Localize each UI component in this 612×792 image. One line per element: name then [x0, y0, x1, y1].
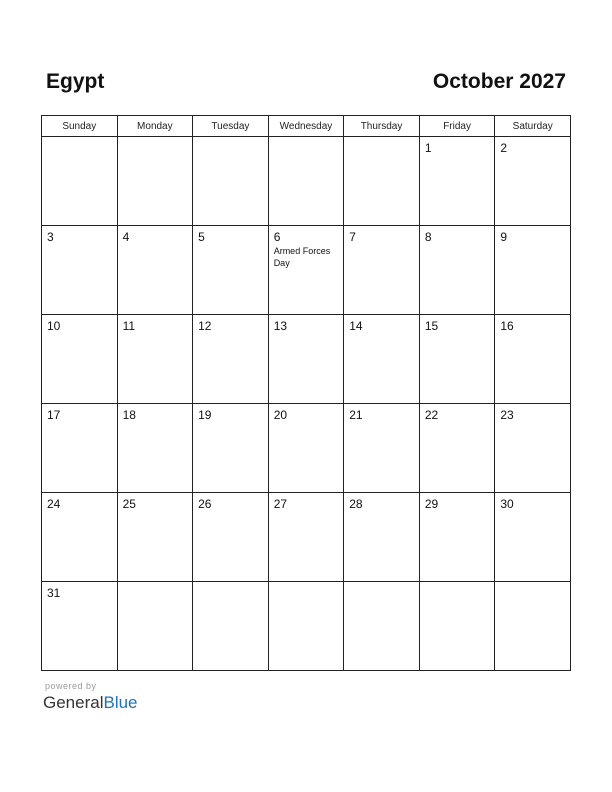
weekday-header: Tuesday	[193, 116, 269, 137]
day-number: 10	[47, 319, 61, 333]
week-row	[42, 315, 571, 404]
weekday-header: Thursday	[344, 116, 420, 137]
day-cell	[495, 137, 571, 226]
day-number: 6	[273, 230, 281, 244]
brand-general-text: General	[43, 693, 104, 712]
week-row	[42, 137, 571, 226]
day-number: 30	[500, 497, 514, 511]
weekday-header: Monday	[117, 116, 193, 137]
day-cell	[495, 315, 571, 404]
day-number	[193, 582, 268, 600]
calendar-grid	[41, 115, 571, 671]
day-cell	[193, 493, 269, 582]
day-cell	[42, 404, 118, 493]
brand-blue-text: Blue	[103, 693, 138, 712]
day-number: 16	[500, 319, 514, 333]
day-number: 5	[198, 230, 205, 244]
day-cell	[419, 493, 495, 582]
day-cell	[42, 493, 118, 582]
day-cell	[419, 582, 495, 671]
day-number: 29	[424, 497, 439, 511]
day-cell	[419, 315, 495, 404]
day-number	[420, 582, 495, 600]
day-cell	[495, 226, 571, 315]
weekday-header: Wednesday	[268, 116, 344, 137]
weekday-header: Sunday	[42, 116, 118, 137]
day-cell	[193, 137, 269, 226]
day-cell	[117, 137, 193, 226]
day-number	[269, 137, 344, 155]
day-number: 24	[47, 497, 61, 511]
day-number	[269, 582, 344, 600]
day-cell	[344, 404, 420, 493]
day-cell	[495, 493, 571, 582]
day-number: 21	[349, 408, 363, 422]
day-number: 12	[198, 319, 212, 333]
day-cell	[117, 493, 193, 582]
day-number: 18	[122, 408, 136, 422]
day-cell	[117, 582, 193, 671]
day-cell	[419, 404, 495, 493]
day-number	[42, 137, 117, 155]
day-cell	[268, 582, 344, 671]
day-cell	[268, 493, 344, 582]
day-cell	[495, 582, 571, 671]
day-number: 3	[47, 230, 54, 244]
day-cell	[344, 493, 420, 582]
day-cell	[117, 404, 193, 493]
day-number: 15	[424, 319, 439, 333]
day-number	[344, 137, 419, 155]
weekday-header-row	[42, 116, 571, 137]
week-row	[42, 404, 571, 493]
day-number: 2	[500, 141, 508, 155]
day-number	[118, 137, 193, 155]
day-number: 28	[349, 497, 363, 511]
day-cell	[42, 226, 118, 315]
brand-logo[interactable]	[43, 693, 138, 713]
day-cell	[268, 137, 344, 226]
weekday-header: Saturday	[495, 116, 571, 137]
day-cell	[193, 404, 269, 493]
day-number: 22	[424, 408, 439, 422]
day-number	[118, 582, 193, 600]
day-cell	[42, 315, 118, 404]
day-number: 31	[47, 586, 61, 600]
day-number	[344, 582, 419, 600]
day-cell	[117, 315, 193, 404]
day-number: 4	[122, 230, 130, 244]
week-row	[42, 582, 571, 671]
day-number: 26	[198, 497, 212, 511]
day-cell	[419, 137, 495, 226]
powered-by-text: powered by	[45, 681, 97, 691]
day-cell	[193, 582, 269, 671]
day-cell	[344, 137, 420, 226]
day-number: 11	[122, 319, 136, 333]
day-cell	[495, 404, 571, 493]
holiday-label: Armed Forces Day	[273, 246, 331, 268]
day-cell	[117, 226, 193, 315]
day-number: 8	[424, 230, 432, 244]
week-row	[42, 493, 571, 582]
day-number: 27	[273, 497, 288, 511]
day-cell	[268, 315, 344, 404]
day-number	[495, 582, 570, 600]
day-cell	[42, 582, 118, 671]
day-number: 20	[273, 408, 288, 422]
day-cell	[268, 404, 344, 493]
day-cell	[193, 315, 269, 404]
country-name: Egypt	[46, 70, 105, 93]
day-cell	[344, 226, 420, 315]
day-cell	[344, 315, 420, 404]
week-row	[42, 226, 571, 315]
day-number: 9	[500, 230, 508, 244]
month-title: October 2027	[432, 70, 566, 93]
day-cell	[344, 582, 420, 671]
day-number: 17	[47, 408, 61, 422]
day-number	[193, 137, 268, 155]
day-number: 1	[424, 141, 432, 155]
day-number: 7	[349, 230, 356, 244]
day-number: 25	[122, 497, 136, 511]
weekday-header: Friday	[419, 116, 495, 137]
day-cell	[193, 226, 269, 315]
day-number: 19	[198, 408, 212, 422]
footer-branding	[43, 681, 138, 713]
day-cell	[42, 137, 118, 226]
day-number: 13	[273, 319, 288, 333]
day-cell	[419, 226, 495, 315]
day-cell	[268, 226, 344, 315]
day-number: 23	[500, 408, 514, 422]
day-number: 14	[349, 319, 363, 333]
